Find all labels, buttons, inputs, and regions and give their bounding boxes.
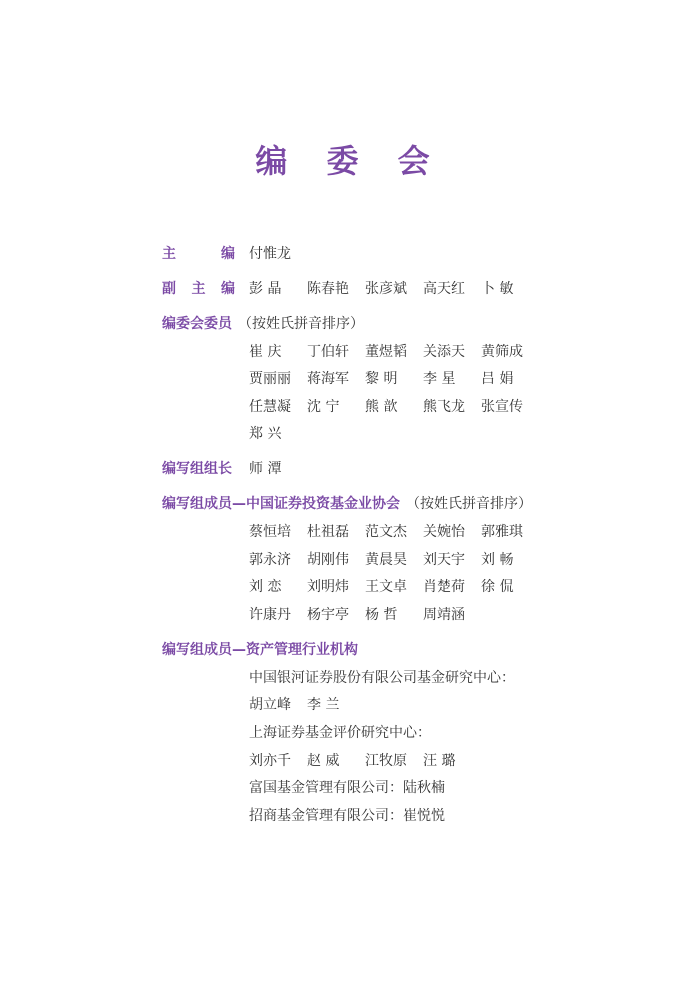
person-name: 许康丹 bbox=[249, 607, 291, 623]
person-name: 王文卓 bbox=[365, 579, 407, 595]
person-name: 刘亦千 bbox=[249, 753, 291, 769]
person-name: 江牧原 bbox=[365, 753, 407, 769]
am-members-label: 编写组成员—资产管理行业机构 bbox=[162, 642, 358, 658]
chief-editor-label-char: 主 bbox=[162, 246, 176, 262]
person-name: 刘 恋 bbox=[249, 579, 282, 595]
person-name: 关婉怡 bbox=[423, 524, 465, 540]
person-name: 胡立峰 bbox=[249, 697, 291, 713]
person-name: 黎 明 bbox=[365, 371, 398, 387]
person-name: 胡刚伟 bbox=[307, 552, 349, 568]
person-name: 熊飞龙 bbox=[423, 399, 465, 415]
deputy-editor-label-text bbox=[162, 279, 235, 299]
person-name: 黄晨昊 bbox=[365, 552, 407, 568]
org-line: 富国基金管理有限公司：陆秋楠 bbox=[249, 780, 445, 796]
person-name: 刘天宇 bbox=[423, 552, 465, 568]
amac-row bbox=[249, 605, 481, 625]
person-name: 郑 兴 bbox=[249, 426, 282, 442]
chief-editor-label-text bbox=[162, 244, 235, 264]
person-name: 郭永济 bbox=[249, 552, 291, 568]
person-name: 熊 歆 bbox=[365, 399, 398, 415]
org-names-row bbox=[249, 695, 365, 715]
deputy-editor-label-char: 副 bbox=[162, 281, 176, 297]
amac-members-label bbox=[162, 494, 532, 514]
org-line: 上海证券基金评价研究中心： bbox=[249, 725, 431, 741]
person-name: 范文杰 bbox=[365, 524, 407, 540]
person-name: 任慧凝 bbox=[249, 399, 291, 415]
deputy-editor-label-char: 主 bbox=[191, 281, 206, 297]
chief-editor-label bbox=[162, 244, 235, 264]
group-leader-label: 编写组组长 bbox=[162, 461, 232, 477]
person-name: 崔 庆 bbox=[249, 344, 282, 360]
person-name: 彭 晶 bbox=[249, 281, 282, 297]
person-name: 黄筛成 bbox=[481, 344, 523, 360]
person-name: 沈 宁 bbox=[307, 399, 340, 415]
chief-editor-label-char: 编 bbox=[221, 246, 235, 262]
person-name: 卜 敏 bbox=[481, 281, 514, 297]
amac-sort-note: （按姓氏拼音排序） bbox=[406, 496, 532, 512]
org-names-row bbox=[249, 751, 481, 771]
person-name: 张宣传 bbox=[481, 399, 523, 415]
person-name: 蔡恒培 bbox=[249, 524, 291, 540]
person-name: 肖楚荷 bbox=[423, 579, 465, 595]
person-name: 杨宇亭 bbox=[307, 607, 349, 623]
person-name: 蒋海军 bbox=[307, 371, 349, 387]
chief-editor-name: 付惟龙 bbox=[249, 246, 291, 262]
person-name: 关添天 bbox=[423, 344, 465, 360]
person-name: 杜祖磊 bbox=[307, 524, 349, 540]
committee-label bbox=[162, 314, 364, 334]
committee-sort-note: （按姓氏拼音排序） bbox=[238, 316, 364, 332]
committee-label-text: 编委会委员 bbox=[162, 316, 232, 332]
org-line: 中国银河证券股份有限公司基金研究中心： bbox=[249, 670, 515, 686]
org-line: 招商基金管理有限公司：崔悦悦 bbox=[249, 808, 445, 824]
person-name: 杨 哲 bbox=[365, 607, 398, 623]
committee-row bbox=[249, 369, 539, 389]
person-name: 李 星 bbox=[423, 371, 456, 387]
amac-members-label-text: 编写组成员—中国证券投资基金业协会 bbox=[162, 496, 400, 512]
person-name: 郭雅琪 bbox=[481, 524, 523, 540]
person-name: 贾丽丽 bbox=[249, 371, 291, 387]
amac-row bbox=[249, 550, 539, 570]
deputy-editor-label bbox=[162, 279, 235, 299]
person-name: 吕 娟 bbox=[481, 371, 514, 387]
committee-row bbox=[249, 397, 539, 417]
deputy-editor-names bbox=[249, 279, 539, 299]
person-name: 刘明炜 bbox=[307, 579, 349, 595]
committee-row bbox=[249, 342, 539, 362]
person-name: 刘 畅 bbox=[481, 552, 514, 568]
page-title: 编 委 会 bbox=[255, 142, 444, 180]
person-name: 张彦斌 bbox=[365, 281, 407, 297]
person-name: 周靖涵 bbox=[423, 607, 465, 623]
person-name: 汪 璐 bbox=[423, 753, 456, 769]
person-name: 董煜韬 bbox=[365, 344, 407, 360]
person-name: 李 兰 bbox=[307, 697, 340, 713]
committee-row bbox=[249, 424, 307, 444]
group-leader-name: 师 潭 bbox=[249, 461, 282, 477]
person-name: 徐 侃 bbox=[481, 579, 514, 595]
person-name: 丁伯轩 bbox=[307, 344, 349, 360]
person-name: 陈春艳 bbox=[307, 281, 349, 297]
deputy-editor-label-char: 编 bbox=[221, 281, 235, 297]
person-name: 赵 威 bbox=[307, 753, 340, 769]
person-name: 高天红 bbox=[423, 281, 465, 297]
amac-row bbox=[249, 577, 539, 597]
amac-row bbox=[249, 522, 539, 542]
